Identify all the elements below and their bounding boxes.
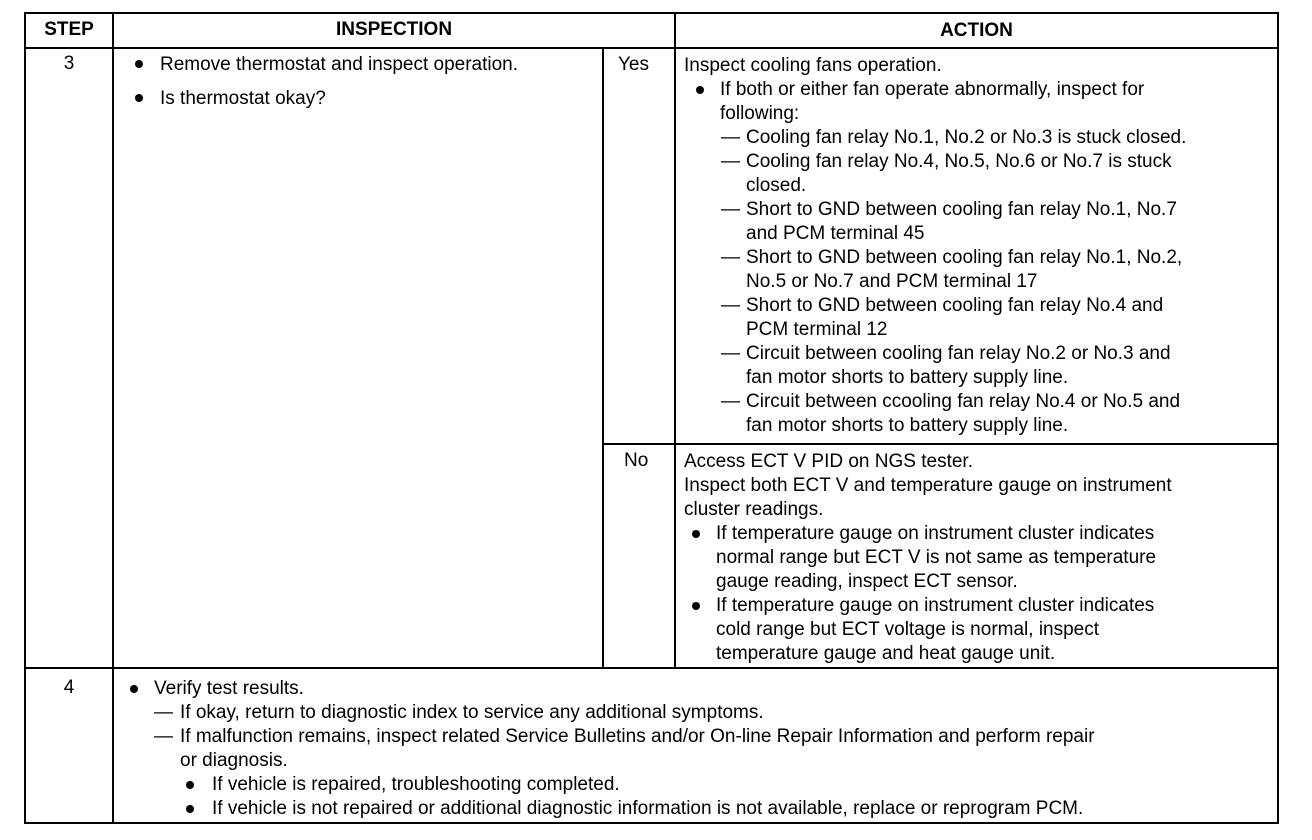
no-line: cluster readings. — [684, 499, 824, 520]
dash-mark: — — [154, 702, 173, 723]
inspection-line: Remove thermostat and inspect operation. — [160, 54, 519, 75]
dash-mark: — — [721, 127, 740, 148]
yes-dash-line: fan motor shorts to battery supply line. — [746, 367, 1069, 388]
header-step: STEP — [44, 19, 94, 40]
no-bullet-line: cold range but ECT voltage is normal, inspect — [716, 619, 1100, 640]
header-action: ACTION — [940, 20, 1013, 41]
bullet-icon — [135, 60, 143, 68]
yes-dash-line: closed. — [746, 175, 807, 196]
bullet-icon — [692, 530, 700, 538]
dash-mark: — — [721, 151, 740, 172]
yes-dash-line: No.5 or No.7 and PCM terminal 17 — [746, 271, 1038, 292]
table-border-right — [1277, 12, 1279, 824]
no-line: Inspect both ECT V and temperature gauge on instrument — [684, 475, 1172, 496]
yes-dash-line: Circuit between ccooling fan relay No.4 or No.5 and — [746, 391, 1181, 412]
no-line: Access ECT V PID on NGS tester. — [684, 451, 973, 472]
no-bullet-line: temperature gauge and heat gauge unit. — [716, 643, 1056, 664]
bullet-icon — [135, 94, 143, 102]
yes-dash-line: Short to GND between cooling fan relay No.4 and — [746, 295, 1164, 316]
yes-dash-line: and PCM terminal 45 — [746, 223, 925, 244]
yes-dash-line: fan motor shorts to battery supply line. — [746, 415, 1069, 436]
step4-sub-bullet: If vehicle is not repaired or additional diagnostic information is not available, replace or reprogram PCM. — [212, 798, 1084, 819]
answer-column-divider — [602, 48, 604, 668]
table-border-left — [24, 12, 26, 824]
inspection-line: Is thermostat okay? — [160, 88, 326, 109]
header-inspection: INSPECTION — [335, 19, 453, 40]
yes-dash-line: Short to GND between cooling fan relay No.1, No.2, — [746, 247, 1183, 268]
table-border-bottom — [24, 822, 1279, 824]
action-column-divider — [674, 12, 676, 668]
step4-sub-bullet: If vehicle is repaired, troubleshooting completed. — [212, 774, 620, 795]
yes-no-divider — [602, 443, 1278, 445]
bullet-icon — [186, 805, 194, 813]
answer-yes-label: Yes — [618, 54, 649, 75]
dash-mark: — — [721, 343, 740, 364]
yes-bullet-line: following: — [720, 103, 800, 124]
yes-dash-line: Cooling fan relay No.4, No.5, No.6 or No.7 is stuck — [746, 151, 1172, 172]
step-row-divider — [24, 667, 1279, 669]
answer-no-label: No — [624, 450, 649, 471]
step4-dash-line: or diagnosis. — [180, 750, 288, 771]
yes-bullet-line: If both or either fan operate abnormally, inspect for — [720, 79, 1145, 100]
no-bullet-line: normal range but ECT V is not same as temperature — [716, 547, 1157, 568]
step-number-3: 3 — [63, 53, 75, 74]
no-bullet-line: gauge reading, inspect ECT sensor. — [716, 571, 1018, 592]
step-number-4: 4 — [63, 677, 75, 698]
table-border-top — [24, 12, 1279, 14]
yes-dash-line: PCM terminal 12 — [746, 319, 888, 340]
dash-mark: — — [721, 199, 740, 220]
step-column-divider — [112, 12, 114, 824]
step4-dash-line: If malfunction remains, inspect related Service Bulletins and/or On-line Repair Information and perform repair — [180, 726, 1095, 747]
yes-dash-line: Circuit between cooling fan relay No.2 or No.3 and — [746, 343, 1171, 364]
no-bullet-line: If temperature gauge on instrument cluster indicates — [716, 523, 1155, 544]
yes-intro: Inspect cooling fans operation. — [684, 55, 942, 76]
yes-dash-line: Short to GND between cooling fan relay No.1, No.7 — [746, 199, 1177, 220]
diagnostic-table — [24, 12, 1279, 824]
step4-bullet: Verify test results. — [154, 678, 304, 699]
dash-mark: — — [154, 726, 173, 747]
dash-mark: — — [721, 295, 740, 316]
yes-dash-line: Cooling fan relay No.1, No.2 or No.3 is stuck closed. — [746, 127, 1187, 148]
header-divider — [24, 47, 1279, 49]
bullet-icon — [692, 602, 700, 610]
dash-mark: — — [721, 247, 740, 268]
bullet-icon — [186, 781, 194, 789]
dash-mark: — — [721, 391, 740, 412]
bullet-icon — [696, 86, 704, 94]
step4-dash-line: If okay, return to diagnostic index to service any additional symptoms. — [180, 702, 764, 723]
no-bullet-line: If temperature gauge on instrument cluster indicates — [716, 595, 1155, 616]
bullet-icon — [130, 685, 138, 693]
